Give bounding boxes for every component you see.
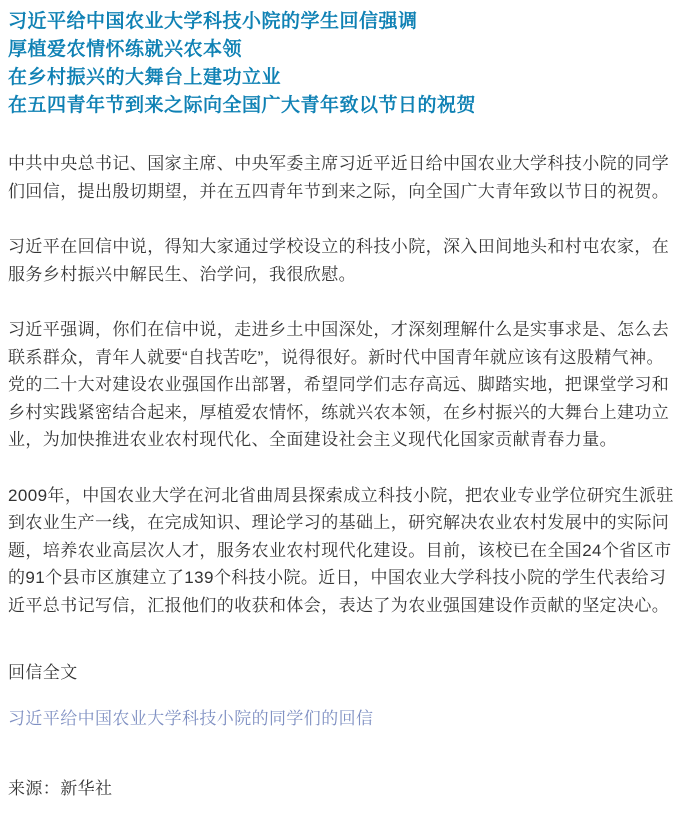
- headline-line-2: 厚植爱农情怀练就兴农本领: [8, 39, 243, 60]
- paragraph-emphasis: 习近平强调，你们在信中说，走进乡土中国深处，才深刻理解什么是实事求是、怎么去联系群众，青年人就要“自找苦吃”，说得很好。新时代中国青年就应该有这股精气神。党的二十大对建设农业强国作出部署，希望同学们志存高远、脚踏实地，把课堂学习和乡村实践紧密结合起来，厚植爱农情怀，练就兴农本领，在乡村振兴的大舞台上建功立业，为加快推进农业农村现代化、全面建设社会主义现代化国家贡献青春力量。: [8, 320, 670, 449]
- reply-fulltext-link[interactable]: 习近平给中国农业大学科技小院的同学们的回信: [8, 708, 374, 728]
- source-attribution: 来源：新华社: [8, 779, 113, 798]
- article-headline: [8, 8, 678, 120]
- paragraph-lead: 中共中央总书记、国家主席、中央军委主席习近平近日给中国农业大学科技小院的同学们回信，提出殷切期望，并在五四青年节到来之际，向全国广大青年致以节日的祝贺。: [8, 154, 670, 201]
- paragraph-reply-intro: 习近平在回信中说，得知大家通过学校设立的科技小院，深入田间地头和村屯农家，在服务乡村振兴中解民生、治学问，我很欣慰。: [8, 237, 670, 284]
- paragraph-background: 2009年，中国农业大学在河北省曲周县探索成立科技小院，把农业专业学位研究生派驻到农业生产一线，在完成知识、理论学习的基础上，研究解决农业农村发展中的实际问题，培养农业高层次人才，服务农业农村现代化建设。目前，该校已在全国24个省区市的91个县市区旗建立了139个科技小院。近日，中国农业大学科技小院的学生代表给习近平总书记写信，汇报他们的收获和体会，表达了为农业强国建设作贡献的坚定决心。: [8, 485, 674, 615]
- headline-line-4: 在五四青年节到来之际向全国广大青年致以节日的祝贺: [8, 95, 477, 116]
- article-body: [8, 150, 678, 619]
- headline-line-3: 在乡村振兴的大舞台上建功立业: [8, 67, 282, 88]
- reply-fulltext-label: 回信全文: [8, 663, 78, 682]
- headline-line-1: 习近平给中国农业大学科技小院的学生回信强调: [8, 11, 418, 32]
